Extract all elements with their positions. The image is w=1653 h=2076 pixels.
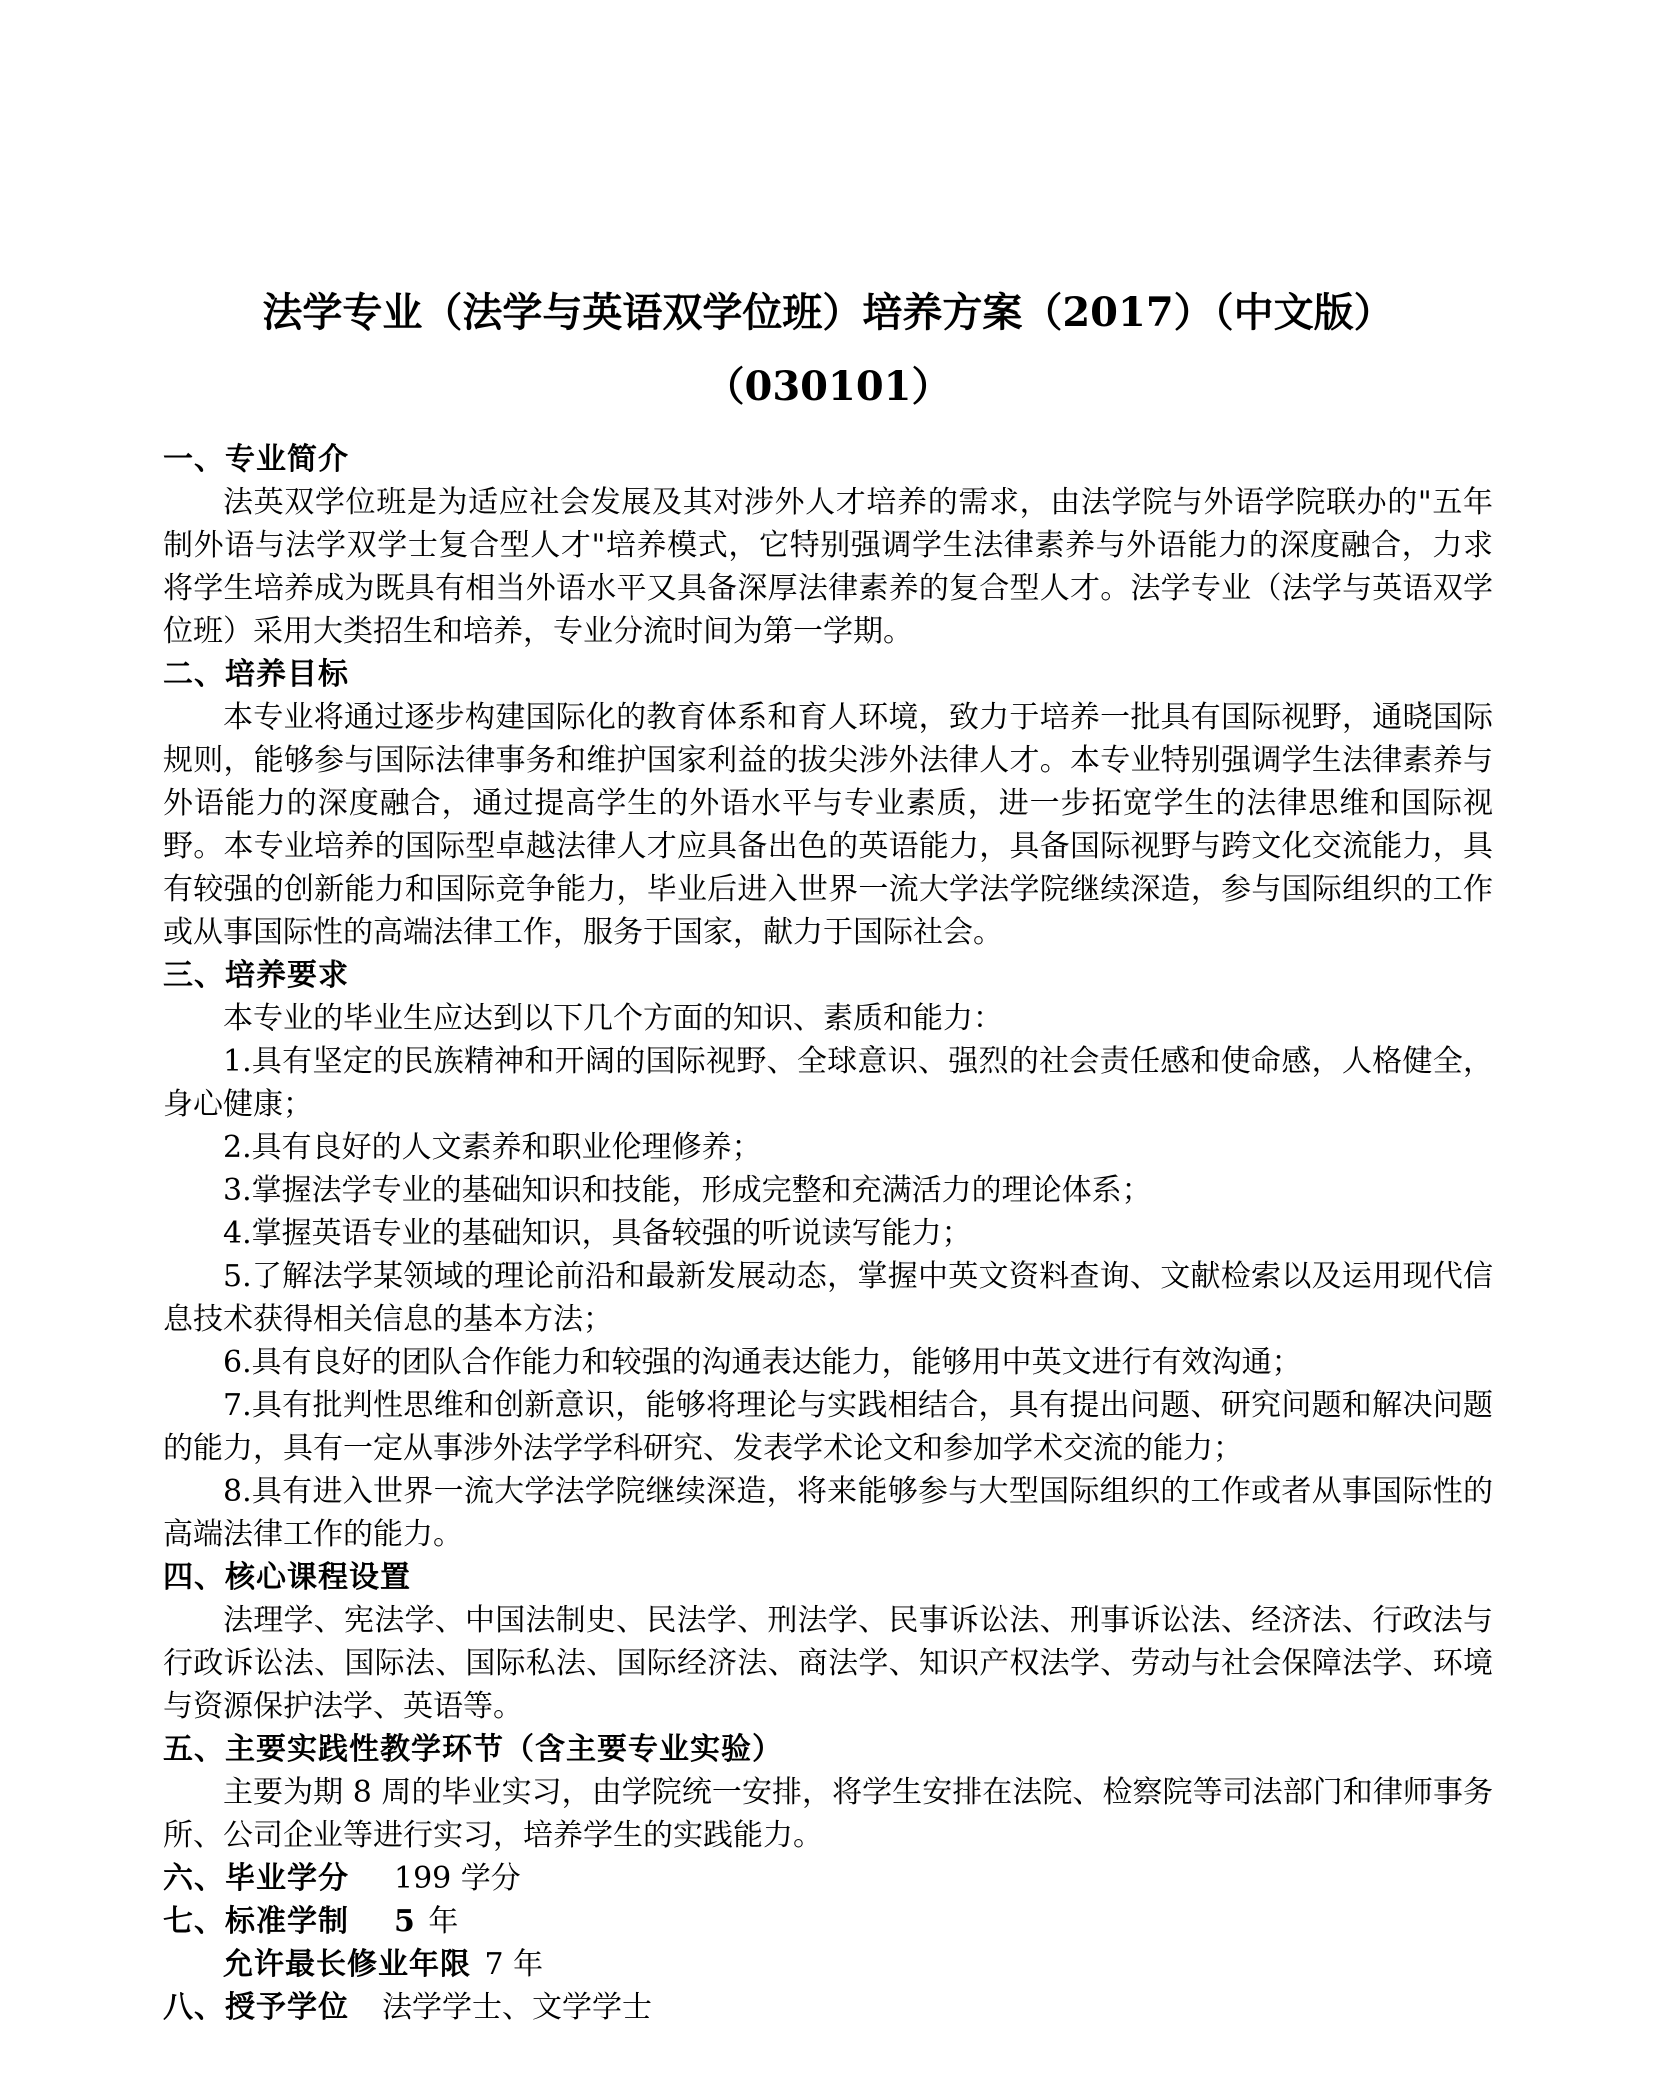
requirement-item-3: 3.掌握法学专业的基础知识和技能，形成完整和充满活力的理论体系； — [223, 1173, 1152, 1208]
section-5-heading: 五、主要实践性教学环节（含主要专业实验） — [163, 1732, 783, 1767]
max-duration-value: 7 年 — [484, 1947, 544, 1982]
standard-duration-line — [163, 1900, 1493, 1943]
degree-line — [163, 1986, 1493, 2029]
section-2-heading: 二、培养目标 — [163, 657, 349, 692]
requirement-item-5: 5.了解法学某领域的理论前沿和最新发展动态，掌握中英文资料查询、文献检索以及运用现代信息技术获得相关信息的基本方法； — [163, 1259, 1493, 1337]
graduation-credits-value: 199 学分 — [394, 1861, 521, 1896]
section-4-heading: 四、核心课程设置 — [163, 1560, 411, 1595]
document-title: 法学专业（法学与英语双学位班）培养方案（2017）（中文版） — [262, 289, 1394, 336]
section-1-heading: 一、专业简介 — [163, 442, 349, 477]
max-duration-line — [163, 1943, 1493, 1986]
graduation-credits-label: 六、毕业学分 — [163, 1861, 349, 1896]
max-duration-label: 允许最长修业年限 — [223, 1947, 471, 1982]
requirement-item-2: 2.具有良好的人文素养和职业伦理修养； — [223, 1130, 762, 1165]
section-5-paragraph: 主要为期 8 周的毕业实习，由学院统一安排，将学生安排在法院、检察院等司法部门和律师事务所、公司企业等进行实习，培养学生的实践能力。 — [163, 1775, 1493, 1853]
degree-value: 法学学士、文学学士 — [382, 1990, 652, 2025]
requirement-item-7: 7.具有批判性思维和创新意识，能够将理论与实践相结合，具有提出问题、研究问题和解决问题的能力，具有一定从事涉外法学学科研究、发表学术论文和参加学术交流的能力； — [163, 1388, 1493, 1466]
section-3-heading: 三、培养要求 — [163, 958, 349, 993]
requirement-item-4: 4.掌握英语专业的基础知识，具备较强的听说读写能力； — [223, 1216, 972, 1251]
document-code: （030101） — [704, 363, 952, 410]
standard-duration-unit: 年 — [428, 1904, 459, 1939]
section-4-paragraph: 法理学、宪法学、中国法制史、民法学、刑法学、民事诉讼法、刑事诉讼法、经济法、行政法与行政诉讼法、国际法、国际私法、国际经济法、商法学、知识产权法学、劳动与社会保障法学、环境与资源保护法学、英语等。 — [163, 1603, 1493, 1724]
section-1-paragraph: 法英双学位班是为适应社会发展及其对涉外人才培养的需求，由法学院与外语学院联办的"五年制外语与法学双学士复合型人才"培养模式，它特别强调学生法律素养与外语能力的深度融合，力求将学生培养成为既具有相当外语水平又具备深厚法律素养的复合型人才。法学专业（法学与英语双学位班）采用大类招生和培养，专业分流时间为第一学期。 — [163, 485, 1493, 649]
standard-duration-value: 5 — [394, 1904, 415, 1939]
requirement-item-8: 8.具有进入世界一流大学法学院继续深造，将来能够参与大型国际组织的工作或者从事国际性的高端法律工作的能力。 — [163, 1474, 1493, 1552]
requirement-item-1: 1.具有坚定的民族精神和开阔的国际视野、全球意识、强烈的社会责任感和使命感，人格健全，身心健康； — [163, 1044, 1493, 1122]
section-3-lead: 本专业的毕业生应达到以下几个方面的知识、素质和能力： — [223, 1001, 1003, 1036]
degree-label: 八、授予学位 — [163, 1990, 349, 2025]
requirement-item-6: 6.具有良好的团队合作能力和较强的沟通表达能力，能够用中英文进行有效沟通； — [223, 1345, 1302, 1380]
standard-duration-label: 七、标准学制 — [163, 1904, 349, 1939]
section-2-paragraph: 本专业将通过逐步构建国际化的教育体系和育人环境，致力于培养一批具有国际视野，通晓国际规则，能够参与国际法律事务和维护国家利益的拔尖涉外法律人才。本专业特别强调学生法律素养与外语能力的深度融合，通过提高学生的外语水平与专业素质，进一步拓宽学生的法律思维和国际视野。本专业培养的国际型卓越法律人才应具备出色的英语能力，具备国际视野与跨文化交流能力，具有较强的创新能力和国际竞争能力，毕业后进入世界一流大学法学院继续深造，参与国际组织的工作或从事国际性的高端法律工作，服务于国家，献力于国际社会。 — [163, 700, 1493, 950]
graduation-credits-line — [163, 1857, 1493, 1900]
